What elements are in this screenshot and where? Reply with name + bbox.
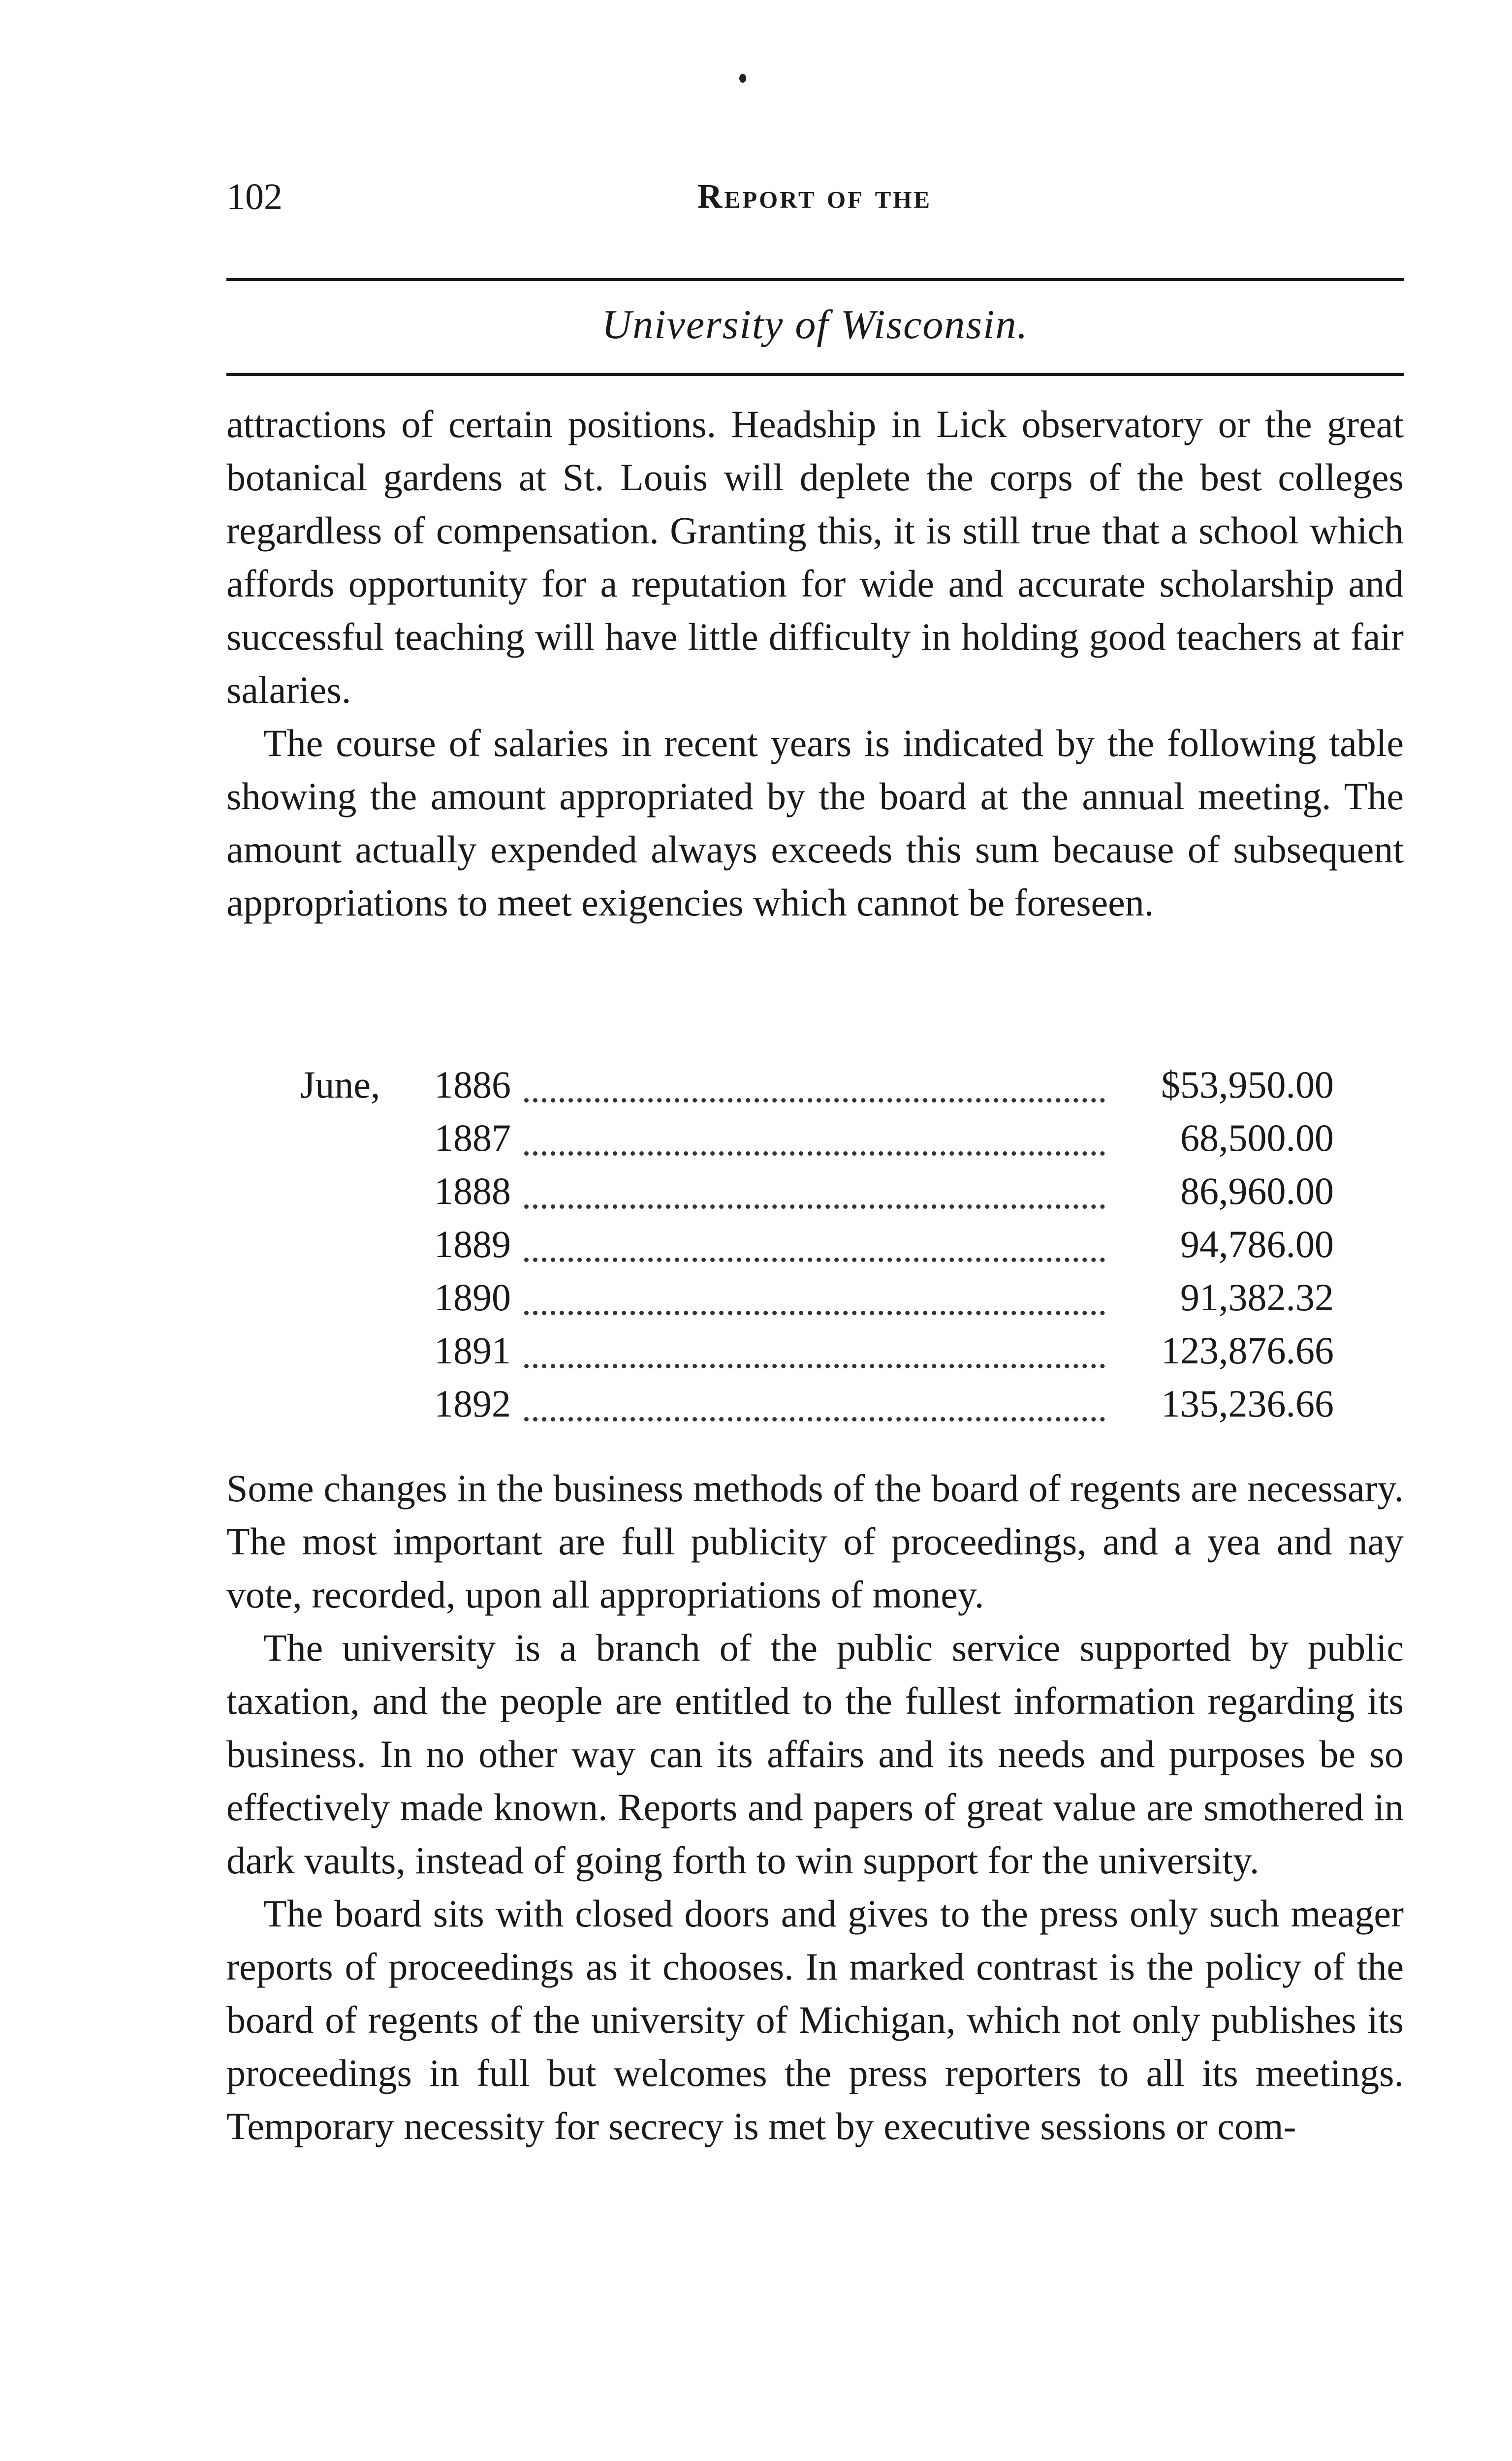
page-number: 102: [226, 176, 283, 218]
dot-leader: [524, 1262, 1105, 1315]
header-rule-top: [226, 278, 1404, 281]
dot-leader: [524, 1156, 1105, 1209]
paragraph: The university is a branch of the public service supported by public taxation, and the people are entitled to the fullest information regarding its business. In no other way can its affairs and its needs and purposes be so effectively made known. Reports and papers of great value are smothered in dark vaults, instead of going forth to win support for the university.: [226, 1626, 1404, 1882]
amount-cell: 91,382.32: [1180, 1276, 1334, 1319]
body-text-before-table: [226, 398, 1404, 929]
dot-leader: [524, 1103, 1105, 1156]
year-cell: 1890: [434, 1276, 511, 1319]
paragraph: The course of salaries in recent years is indicated by the following table showing the amount appropriated by the board at the annual meeting. The amount actually expended always exceeds this sum because of subsequent appropriations to meet exigencies which cannot be foreseen.: [226, 722, 1404, 924]
paragraph: Some changes in the business methods of the board of regents are necessary. The most important are full publicity of proceedings, and a yea and nay vote, recorded, upon all appropriations of money.: [226, 1467, 1404, 1616]
amount-cell: 86,960.00: [1180, 1169, 1334, 1212]
dot-leader: [524, 1209, 1105, 1262]
amount-cell: $53,950.00: [1161, 1063, 1334, 1106]
body-text-after-table: [226, 1462, 1404, 2153]
header-rule-bottom: [226, 373, 1404, 376]
amount-cell: 123,876.66: [1161, 1329, 1334, 1372]
year-cell: 1889: [434, 1223, 511, 1265]
month-label: June,: [300, 1063, 380, 1106]
amount-cell: 68,500.00: [1180, 1116, 1334, 1159]
paragraph: attractions of certain positions. Headship in Lick observatory or the great botanical gardens at St. Louis will deplete the corps of the best colleges regardless of compensation. Granting this, it is still true that a school which affords opportunity for a reputation for wide and accurate scholarship and successful teaching will have little difficulty in holding good teachers at fair salaries.: [226, 403, 1404, 711]
salary-table: [300, 1058, 1334, 1430]
ink-speck: [739, 74, 746, 83]
running-title: Report of the: [697, 178, 932, 216]
paragraph: The board sits with closed doors and gives to the press only such meager reports of proceedings as it chooses. In marked contrast is the policy of the board of regents of the university of Michigan, which not only publishes its proceedings in full but welcomes the press reporters to all its meetings. Temporary necessity for secrecy is met by executive sessions or com-: [226, 1892, 1404, 2147]
dot-leader: [524, 1049, 1105, 1103]
year-cell: 1888: [434, 1169, 511, 1212]
year-cell: 1892: [434, 1382, 511, 1425]
dot-leader: [524, 1315, 1105, 1368]
running-head: [226, 170, 1403, 224]
year-cell: 1891: [434, 1329, 511, 1372]
table-row: [300, 1377, 1334, 1430]
year-cell: 1887: [434, 1116, 511, 1159]
subtitle: University of Wisconsin.: [601, 302, 1029, 347]
amount-cell: 135,236.66: [1161, 1382, 1334, 1425]
dot-leader: [524, 1368, 1105, 1421]
year-cell: 1886: [434, 1063, 511, 1106]
amount-cell: 94,786.00: [1180, 1223, 1334, 1265]
